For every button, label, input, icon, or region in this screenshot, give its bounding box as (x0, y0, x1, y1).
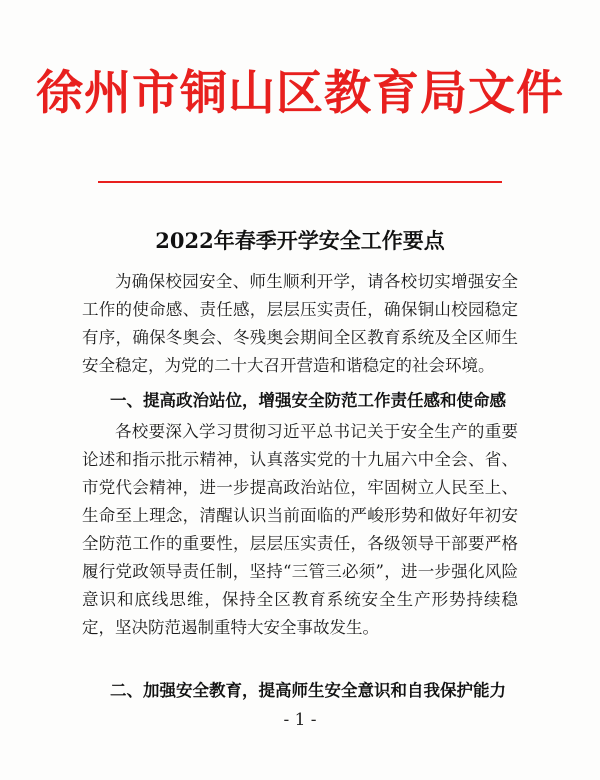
page-number: - 1 - (283, 710, 317, 730)
document-header-title: 徐州市铜山区教育局文件 (36, 66, 564, 121)
intro-paragraph: 为确保校园安全、师生顺利开学，请各校切实增强安全工作的使命感、责任感，层层压实责任，确保铜山校园稳定有序，确保冬奥会、冬残奥会期间全区教育系统及全区师生安全稳定，为党的二十大召开营造和谐稳定的社会环境。 (82, 272, 518, 375)
section-heading-2: 二、加强安全教育，提高师生安全意识和自我保护能力 (110, 681, 506, 700)
red-divider-line (98, 181, 502, 183)
document-title: 2022年春季开学安全工作要点 (155, 228, 445, 253)
document-body (82, 268, 518, 705)
section-body-1: 各校要深入学习贯彻习近平总书记关于安全生产的重要论述和指示批示精神，认真落实党的十九届六中全会、省、市党代会精神，进一步提高政治站位，牢固树立人民至上、生命至上理念，清醒认识当前面临的严峻形势和做好年初安全防范工作的重要性，层层压实责任，各级领导干部要严格履行党政领导责任制，坚持“三管三必须”，进一步强化风险意识和底线思维，保持全区教育系统安全生产形势持续稳定，坚决防范遏制重特大安全事故发生。 (82, 422, 518, 637)
section-heading-1: 一、提高政治站位，增强安全防范工作责任感和使命感 (110, 391, 506, 410)
